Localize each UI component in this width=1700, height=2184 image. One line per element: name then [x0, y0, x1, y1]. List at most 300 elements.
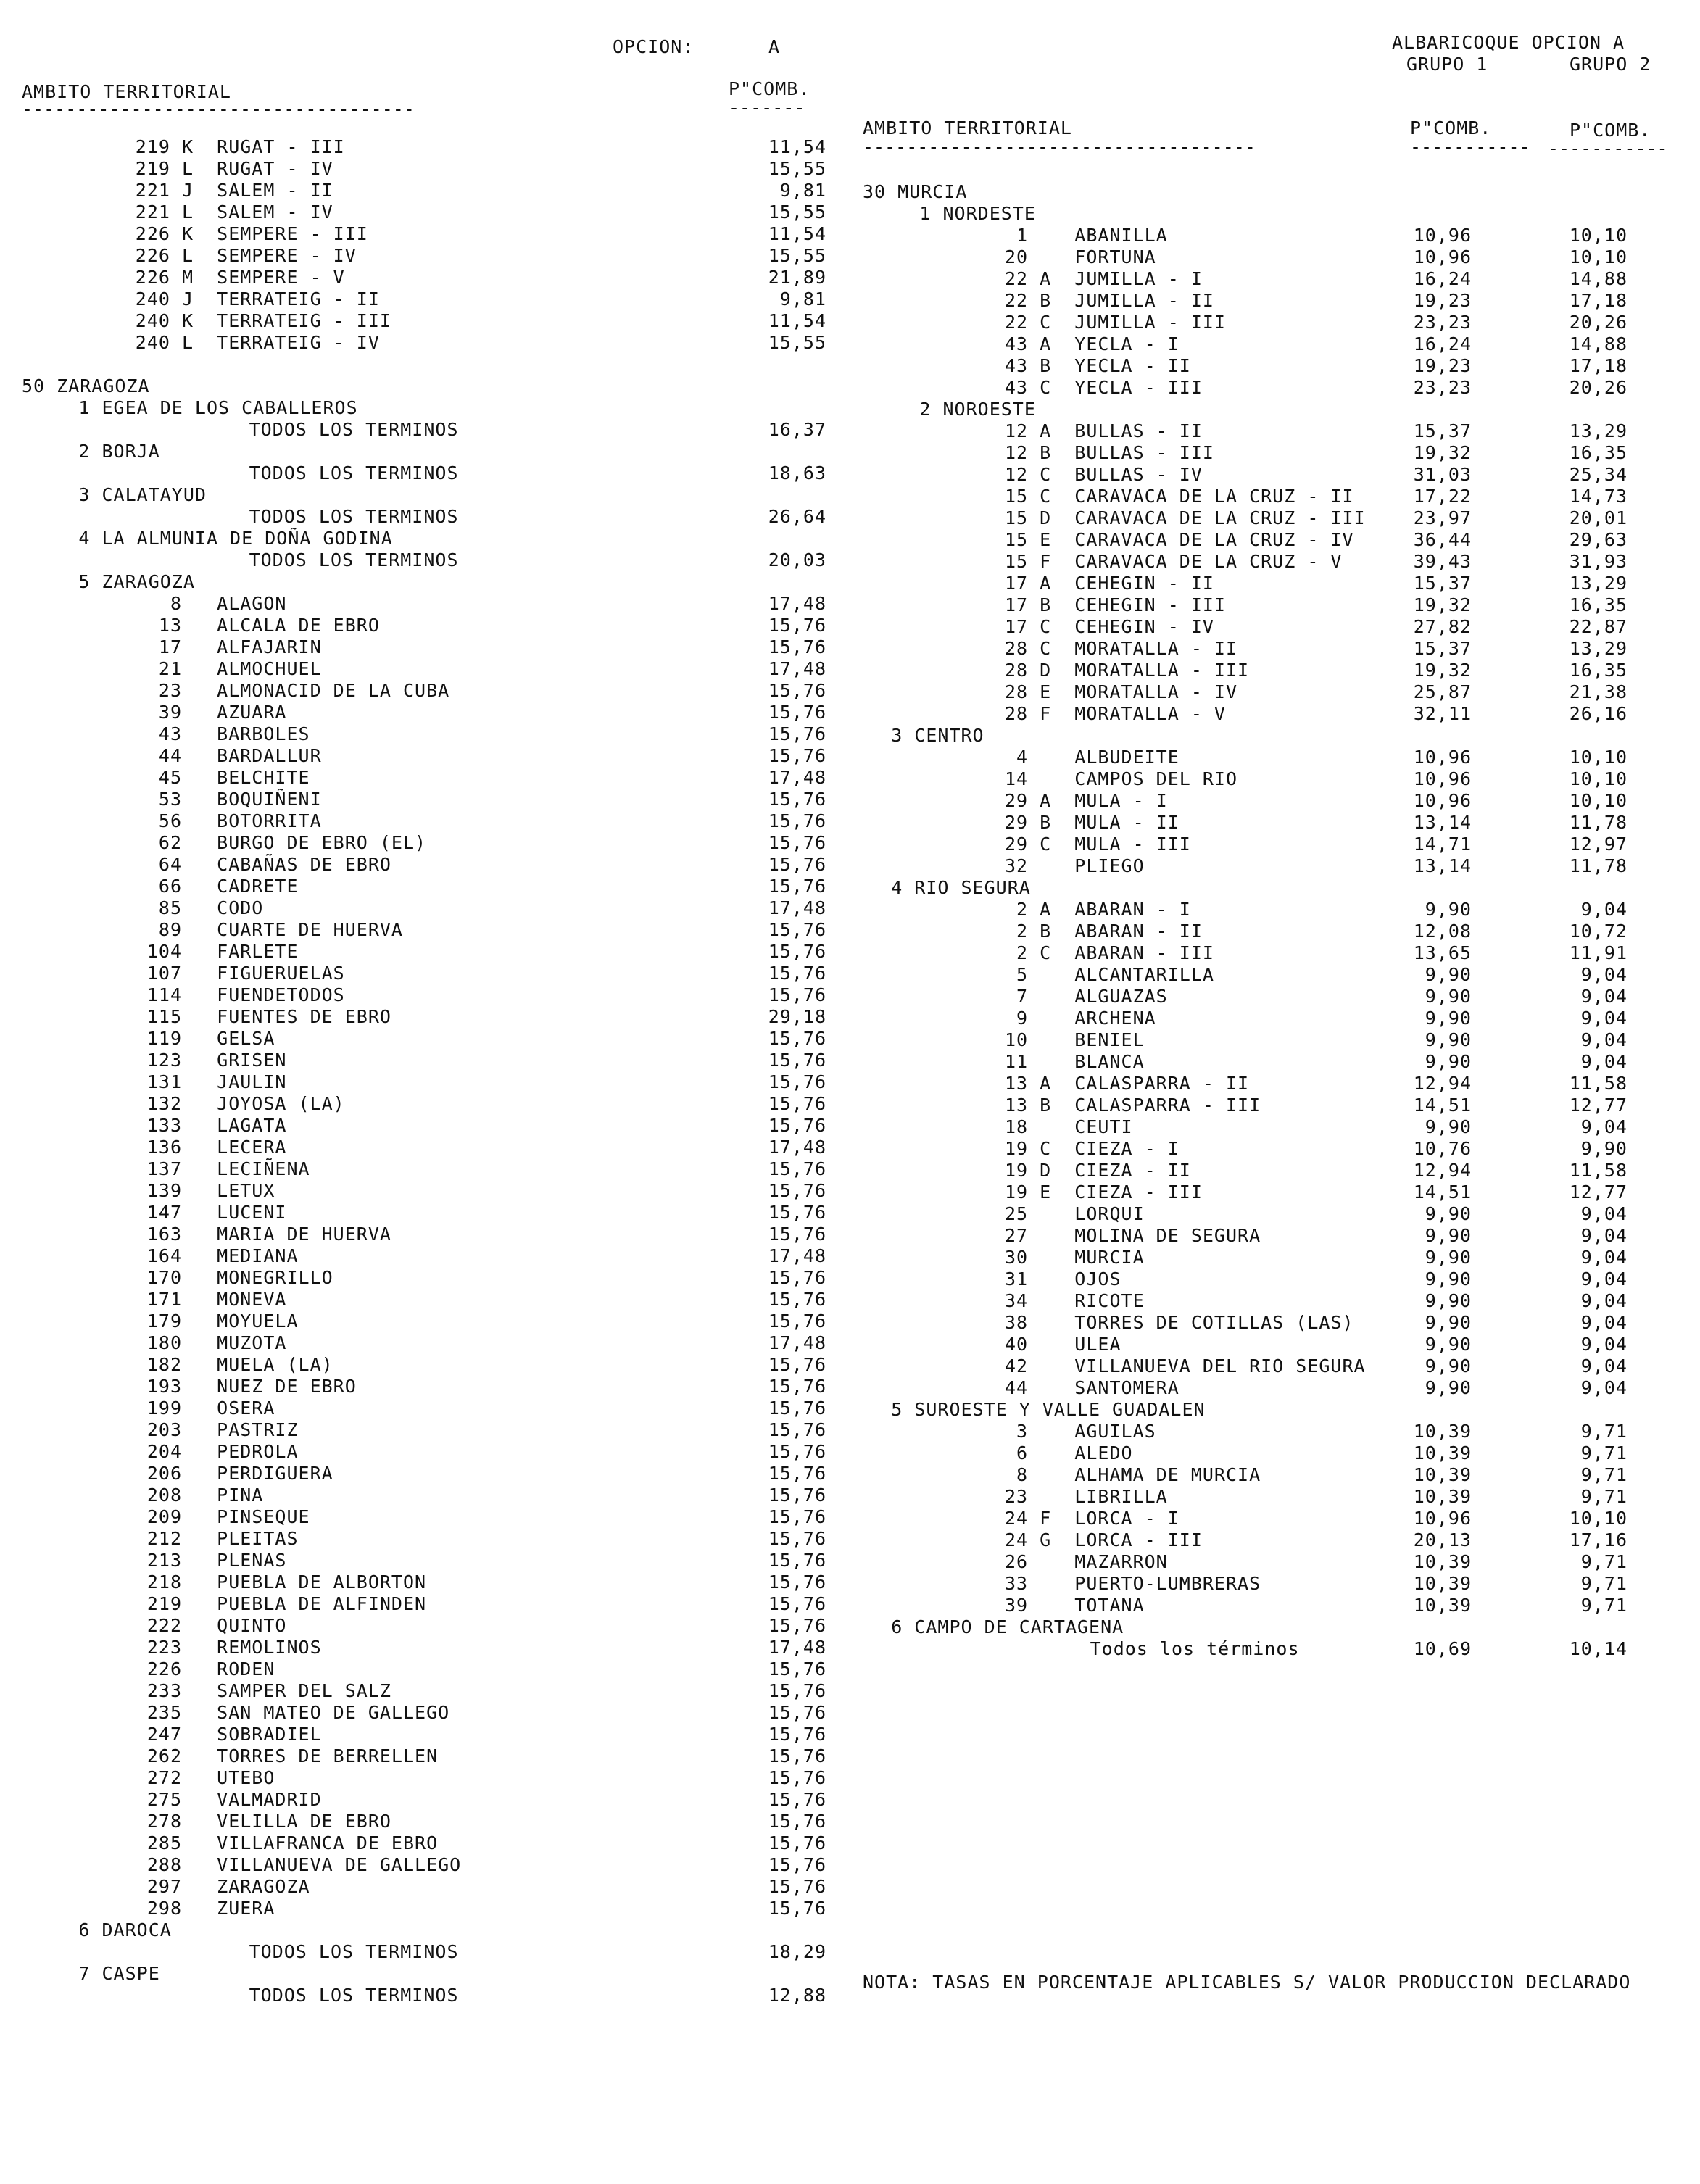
left-row-value: 15,55 [768, 202, 826, 223]
right-row-label: 15 F CARAVACA DE LA CRUZ - V [1005, 551, 1343, 572]
left-row-label: 114 FUENDETODOS [135, 984, 345, 1005]
right-row-grupo2-value: 12,97 [1569, 834, 1628, 855]
right-row-grupo2-value: 26,16 [1569, 703, 1628, 724]
right-row-grupo2-value: 17,16 [1569, 1529, 1628, 1550]
right-row-grupo2-value: 29,63 [1569, 529, 1628, 550]
right-row-label: 12 B BULLAS - III [1005, 442, 1214, 463]
left-row-value: 15,76 [768, 1071, 826, 1092]
right-row-label: 28 C MORATALLA - II [1005, 638, 1238, 659]
right-row-grupo1-value: 13,65 [1413, 942, 1472, 963]
right-row-grupo2-value: 9,71 [1580, 1573, 1628, 1594]
left-row-label: 44 BARDALLUR [135, 745, 322, 766]
grupo1-label: GRUPO 1 [1406, 54, 1488, 75]
right-row-label: 23 LIBRILLA [1005, 1486, 1168, 1507]
right-row-grupo1-value: 31,03 [1413, 464, 1472, 485]
right-row-grupo2-value: 14,73 [1569, 486, 1628, 507]
right-row-grupo2-value: 9,04 [1580, 1203, 1628, 1224]
left-row-label: 50 ZARAGOZA [22, 375, 150, 396]
left-row-label: 233 SAMPER DEL SALZ [135, 1680, 391, 1701]
left-row-value: 15,76 [768, 1050, 826, 1071]
right-row-grupo1-value: 27,82 [1413, 616, 1472, 637]
left-row-label: 219 K RUGAT - III [135, 136, 345, 157]
left-row-value: 15,76 [768, 1854, 826, 1875]
right-row-label: 19 C CIEZA - I [1005, 1138, 1179, 1159]
left-row-label: 147 LUCENI [135, 1202, 287, 1223]
right-row-grupo1-value: 16,24 [1413, 268, 1472, 289]
right-row-grupo1-value: 15,37 [1413, 638, 1472, 659]
right-row-grupo2-value: 9,04 [1580, 1377, 1628, 1398]
right-row-grupo2-value: 14,88 [1569, 333, 1628, 354]
right-row-grupo1-value: 23,23 [1413, 312, 1472, 333]
right-row-grupo2-value: 9,04 [1580, 1116, 1628, 1137]
left-row-label: 133 LAGATA [135, 1115, 287, 1136]
left-row-value: 15,76 [768, 1463, 826, 1484]
right-row-grupo2-value: 9,04 [1580, 1312, 1628, 1333]
right-row-label: 30 MURCIA [863, 181, 968, 202]
left-row-label: 23 ALMONACID DE LA CUBA [135, 680, 450, 701]
left-row-value: 15,76 [768, 1398, 826, 1419]
left-row-label: 272 UTEBO [135, 1767, 275, 1788]
opcion-value: A [768, 36, 781, 57]
right-row-grupo1-value: 15,37 [1413, 573, 1472, 594]
right-row-grupo1-value: 9,90 [1425, 1312, 1472, 1333]
right-row-label: 12 A BULLAS - II [1005, 420, 1203, 441]
left-row-label: 8 ALAGON [135, 593, 287, 614]
left-row-label: 163 MARIA DE HUERVA [135, 1224, 391, 1245]
left-row-value: 15,76 [768, 1528, 826, 1549]
right-row-grupo1-value: 10,39 [1413, 1421, 1472, 1442]
right-row-grupo1-value: 25,87 [1413, 681, 1472, 702]
left-row-value: 15,76 [768, 789, 826, 810]
left-row-label: 288 VILLANUEVA DE GALLEGO [135, 1854, 462, 1875]
right-row-label: 5 SUROESTE Y VALLE GUADALEN [891, 1399, 1206, 1420]
left-row-value: 15,76 [768, 1832, 826, 1853]
left-row-label: 170 MONEGRILLO [135, 1267, 333, 1288]
right-row-grupo2-value: 9,71 [1580, 1595, 1628, 1616]
right-row-grupo1-value: 13,14 [1413, 855, 1472, 876]
left-row-label: 179 MOYUELA [135, 1311, 299, 1332]
left-row-value: 18,29 [768, 1941, 826, 1962]
left-row-label: 1 EGEA DE LOS CABALLEROS [78, 397, 358, 418]
left-row-value: 15,76 [768, 1441, 826, 1462]
right-row-grupo1-value: 19,32 [1413, 660, 1472, 681]
left-row-value: 15,76 [768, 1419, 826, 1440]
left-row-label: TODOS LOS TERMINOS [249, 1985, 459, 2006]
left-row-value: 15,76 [768, 702, 826, 723]
left-row-label: 209 PINSEQUE [135, 1506, 310, 1527]
right-row-grupo2-value: 10,10 [1569, 225, 1628, 246]
right-row-grupo1-value: 9,90 [1425, 1355, 1472, 1377]
left-row-value: 15,76 [768, 1354, 826, 1375]
left-row-value: 15,76 [768, 1593, 826, 1614]
left-row-label: 85 CODO [135, 897, 264, 918]
right-row-label: 2 A ABARAN - I [1005, 899, 1191, 920]
right-row-grupo1-value: 17,22 [1413, 486, 1472, 507]
left-row-value: 15,76 [768, 832, 826, 853]
left-row-value: 15,76 [768, 1376, 826, 1397]
left-row-label: 297 ZARAGOZA [135, 1876, 310, 1897]
right-row-grupo1-value: 19,32 [1413, 594, 1472, 615]
right-row-label: 2 C ABARAN - III [1005, 942, 1214, 963]
right-row-grupo2-value: 12,77 [1569, 1182, 1628, 1203]
right-row-grupo2-value: 9,04 [1580, 1051, 1628, 1072]
right-row-label: 29 A MULA - I [1005, 790, 1168, 811]
right-row-grupo1-value: 10,96 [1413, 246, 1472, 267]
left-row-value: 15,76 [768, 1702, 826, 1723]
right-row-grupo1-value: 9,90 [1425, 1008, 1472, 1029]
right-title: ALBARICOQUE OPCION A [1392, 32, 1625, 53]
right-row-grupo1-value: 10,39 [1413, 1464, 1472, 1485]
right-row-label: 15 D CARAVACA DE LA CRUZ - III [1005, 507, 1366, 528]
right-row-grupo1-value: 39,43 [1413, 551, 1472, 572]
right-row-grupo2-value: 11,91 [1569, 942, 1628, 963]
right-row-grupo2-value: 10,10 [1569, 246, 1628, 267]
right-row-label: 24 G LORCA - III [1005, 1529, 1203, 1550]
right-row-grupo1-value: 14,71 [1413, 834, 1472, 855]
left-row-label: 164 MEDIANA [135, 1245, 299, 1266]
right-row-grupo1-value: 9,90 [1425, 1029, 1472, 1050]
left-row-label: 221 J SALEM - II [135, 180, 333, 201]
right-row-label: 28 E MORATALLA - IV [1005, 681, 1238, 702]
right-row-grupo2-value: 16,35 [1569, 442, 1628, 463]
right-row-grupo1-value: 9,90 [1425, 1225, 1472, 1246]
right-row-label: 27 MOLINA DE SEGURA [1005, 1225, 1261, 1246]
left-row-value: 15,76 [768, 615, 826, 636]
right-col2-header: P"COMB. [1570, 120, 1651, 141]
left-row-value: 15,76 [768, 636, 826, 657]
right-row-grupo2-value: 16,35 [1569, 660, 1628, 681]
left-row-label: 208 PINA [135, 1485, 264, 1506]
left-row-label: 213 PLENAS [135, 1550, 287, 1571]
left-row-value: 15,76 [768, 1550, 826, 1571]
right-row-grupo2-value: 9,04 [1580, 986, 1628, 1007]
left-row-label: 43 BARBOLES [135, 723, 310, 744]
right-row-grupo1-value: 9,90 [1425, 1051, 1472, 1072]
right-row-grupo1-value: 10,39 [1413, 1573, 1472, 1594]
right-row-grupo1-value: 14,51 [1413, 1095, 1472, 1116]
right-row-grupo2-value: 13,29 [1569, 420, 1628, 441]
left-row-label: 115 FUENTES DE EBRO [135, 1006, 391, 1027]
right-row-grupo1-value: 16,24 [1413, 333, 1472, 354]
right-row-grupo2-value: 9,04 [1580, 1247, 1628, 1268]
right-row-label: 19 D CIEZA - II [1005, 1160, 1191, 1181]
right-row-grupo1-value: 10,96 [1413, 790, 1472, 811]
right-row-label: 25 LORQUI [1005, 1203, 1145, 1224]
left-row-value: 17,48 [768, 1245, 826, 1266]
left-row-value: 15,76 [768, 1485, 826, 1506]
right-row-grupo1-value: 15,37 [1413, 420, 1472, 441]
right-col1-divider: ----------- [1410, 136, 1530, 157]
right-row-grupo2-value: 9,90 [1580, 1138, 1628, 1159]
right-row-grupo2-value: 22,87 [1569, 616, 1628, 637]
right-row-label: 38 TORRES DE COTILLAS (LAS) [1005, 1312, 1354, 1333]
right-row-label: 12 C BULLAS - IV [1005, 464, 1203, 485]
left-value-header: P"COMB. [729, 78, 810, 99]
left-row-label: 119 GELSA [135, 1028, 275, 1049]
left-row-label: 6 DAROCA [78, 1919, 172, 1940]
left-row-value: 15,76 [768, 1180, 826, 1201]
opcion-label: OPCION: [613, 36, 694, 57]
right-row-label: 6 ALEDO [1005, 1442, 1133, 1463]
left-row-value: 15,76 [768, 1267, 826, 1288]
right-row-label: 9 ARCHENA [1005, 1008, 1156, 1029]
right-row-label: 43 A YECLA - I [1005, 333, 1179, 354]
left-row-label: 212 PLEITAS [135, 1528, 299, 1549]
left-row-label: 278 VELILLA DE EBRO [135, 1811, 391, 1832]
right-row-grupo2-value: 9,04 [1580, 1029, 1628, 1050]
right-row-label: 30 MURCIA [1005, 1247, 1145, 1268]
left-row-value: 15,76 [768, 1898, 826, 1919]
left-row-label: 223 REMOLINOS [135, 1637, 322, 1658]
left-row-label: 39 AZUARA [135, 702, 287, 723]
right-row-grupo2-value: 9,71 [1580, 1551, 1628, 1572]
left-row-value: 15,76 [768, 1028, 826, 1049]
right-row-grupo2-value: 9,71 [1580, 1464, 1628, 1485]
right-row-grupo2-value: 9,04 [1580, 1269, 1628, 1290]
right-row-grupo2-value: 10,14 [1569, 1638, 1628, 1659]
left-row-value: 15,76 [768, 984, 826, 1005]
grupo2-label: GRUPO 2 [1570, 54, 1651, 75]
right-row-label: 13 B CALASPARRA - III [1005, 1095, 1261, 1116]
right-row-grupo2-value: 20,26 [1569, 312, 1628, 333]
right-row-label: 14 CAMPOS DEL RIO [1005, 768, 1238, 789]
right-row-grupo2-value: 20,26 [1569, 377, 1628, 398]
left-row-value: 15,76 [768, 723, 826, 744]
left-row-value: 9,81 [779, 180, 826, 201]
right-row-grupo1-value: 19,23 [1413, 290, 1472, 311]
right-row-grupo2-value: 14,88 [1569, 268, 1628, 289]
right-row-grupo2-value: 9,04 [1580, 1355, 1628, 1377]
right-row-grupo1-value: 10,96 [1413, 225, 1472, 246]
right-row-grupo1-value: 12,08 [1413, 921, 1472, 942]
left-row-value: 15,76 [768, 1811, 826, 1832]
right-row-grupo2-value: 9,71 [1580, 1421, 1628, 1442]
left-row-label: 13 ALCALA DE EBRO [135, 615, 380, 636]
right-header-divider: ------------------------------------ [863, 136, 1256, 157]
right-col-header: AMBITO TERRITORIAL [863, 117, 1072, 138]
right-row-grupo1-value: 10,39 [1413, 1486, 1472, 1507]
right-row-label: 17 A CEHEGIN - II [1005, 573, 1214, 594]
left-row-value: 17,48 [768, 593, 826, 614]
left-value-divider: ------- [729, 97, 805, 118]
left-row-label: 89 CUARTE DE HUERVA [135, 919, 403, 940]
left-row-label: 240 J TERRATEIG - II [135, 288, 380, 310]
left-row-label: 199 OSERA [135, 1398, 275, 1419]
left-row-value: 15,76 [768, 810, 826, 831]
right-row-grupo1-value: 19,23 [1413, 355, 1472, 376]
left-row-value: 16,37 [768, 419, 826, 440]
left-row-label: TODOS LOS TERMINOS [249, 419, 459, 440]
right-row-label: 22 B JUMILLA - II [1005, 290, 1214, 311]
right-row-grupo1-value: 9,90 [1425, 1377, 1472, 1398]
left-row-value: 18,63 [768, 462, 826, 483]
right-row-grupo1-value: 10,39 [1413, 1595, 1472, 1616]
left-row-label: 62 BURGO DE EBRO (EL) [135, 832, 427, 853]
left-row-value: 15,76 [768, 1224, 826, 1245]
right-row-label: 29 C MULA - III [1005, 834, 1191, 855]
left-row-label: 219 L RUGAT - IV [135, 158, 333, 179]
right-row-label: 3 CENTRO [891, 725, 984, 746]
left-row-value: 15,76 [768, 1115, 826, 1136]
left-row-value: 17,48 [768, 1332, 826, 1353]
left-row-label: 139 LETUX [135, 1180, 275, 1201]
left-row-label: 218 PUEBLA DE ALBORTON [135, 1571, 427, 1593]
left-row-label: 226 M SEMPERE - V [135, 267, 345, 288]
right-row-grupo2-value: 12,77 [1569, 1095, 1628, 1116]
left-row-value: 17,48 [768, 767, 826, 788]
right-row-label: 4 ALBUDEITE [1005, 747, 1179, 768]
right-row-grupo1-value: 23,97 [1413, 507, 1472, 528]
right-row-grupo2-value: 9,04 [1580, 964, 1628, 985]
left-row-label: 203 PASTRIZ [135, 1419, 299, 1440]
left-row-label: 219 PUEBLA DE ALFINDEN [135, 1593, 427, 1614]
left-row-value: 17,48 [768, 1137, 826, 1158]
right-row-grupo2-value: 9,04 [1580, 1334, 1628, 1355]
left-row-label: 53 BOQUIÑENI [135, 789, 322, 810]
right-row-label: 19 E CIEZA - III [1005, 1182, 1203, 1203]
right-row-grupo1-value: 9,90 [1425, 899, 1472, 920]
right-row-grupo2-value: 11,58 [1569, 1073, 1628, 1094]
left-row-label: 2 BORJA [78, 441, 160, 462]
right-row-grupo2-value: 9,04 [1580, 1225, 1628, 1246]
left-row-label: 3 CALATAYUD [78, 484, 207, 505]
left-row-value: 15,76 [768, 963, 826, 984]
left-row-label: 221 L SALEM - IV [135, 202, 333, 223]
left-row-label: 64 CABAÑAS DE EBRO [135, 854, 391, 875]
right-row-label: 31 OJOS [1005, 1269, 1121, 1290]
right-row-grupo2-value: 9,71 [1580, 1442, 1628, 1463]
right-row-grupo2-value: 16,35 [1569, 594, 1628, 615]
left-row-label: 247 SOBRADIEL [135, 1724, 322, 1745]
right-row-label: 10 BENIEL [1005, 1029, 1145, 1050]
right-row-grupo2-value: 13,29 [1569, 638, 1628, 659]
right-row-grupo2-value: 31,93 [1569, 551, 1628, 572]
left-row-value: 29,18 [768, 1006, 826, 1027]
right-row-label: 39 TOTANA [1005, 1595, 1145, 1616]
left-row-value: 15,76 [768, 854, 826, 875]
left-row-label: 240 L TERRATEIG - IV [135, 332, 380, 353]
left-row-label: 171 MONEVA [135, 1289, 287, 1310]
left-col-header: AMBITO TERRITORIAL [22, 81, 231, 102]
right-row-grupo1-value: 9,90 [1425, 964, 1472, 985]
left-row-value: 15,76 [768, 1202, 826, 1223]
left-row-value: 15,76 [768, 1506, 826, 1527]
right-row-grupo2-value: 10,10 [1569, 1508, 1628, 1529]
left-header-divider: ------------------------------------ [22, 99, 415, 120]
right-row-label: 43 C YECLA - III [1005, 377, 1203, 398]
left-row-value: 15,76 [768, 1876, 826, 1897]
right-col1-header: P"COMB. [1410, 117, 1492, 138]
right-row-grupo1-value: 9,90 [1425, 1116, 1472, 1137]
left-row-value: 15,76 [768, 745, 826, 766]
left-row-value: 11,54 [768, 223, 826, 244]
left-row-label: 226 K SEMPERE - III [135, 223, 368, 244]
right-row-grupo1-value: 9,90 [1425, 1269, 1472, 1290]
right-row-label: 22 A JUMILLA - I [1005, 268, 1203, 289]
right-row-grupo2-value: 10,10 [1569, 768, 1628, 789]
right-row-grupo1-value: 10,96 [1413, 1508, 1472, 1529]
right-row-label: 6 CAMPO DE CARTAGENA [891, 1616, 1124, 1637]
left-row-label: 180 MUZOTA [135, 1332, 287, 1353]
right-row-label: 17 C CEHEGIN - IV [1005, 616, 1214, 637]
right-row-label: 28 D MORATALLA - III [1005, 660, 1250, 681]
left-row-label: 235 SAN MATEO DE GALLEGO [135, 1702, 450, 1723]
left-row-label: 132 JOYOSA (LA) [135, 1093, 345, 1114]
right-row-grupo1-value: 13,14 [1413, 812, 1472, 833]
right-row-label: 4 RIO SEGURA [891, 877, 1031, 898]
left-row-value: 21,89 [768, 267, 826, 288]
right-row-grupo2-value: 11,78 [1569, 855, 1628, 876]
right-row-label: 24 F LORCA - I [1005, 1508, 1179, 1529]
right-row-grupo1-value: 9,90 [1425, 1247, 1472, 1268]
left-row-label: 131 JAULIN [135, 1071, 287, 1092]
left-row-value: 11,54 [768, 136, 826, 157]
left-row-value: 9,81 [779, 288, 826, 310]
right-row-label: 40 ULEA [1005, 1334, 1121, 1355]
left-row-label: 66 CADRETE [135, 876, 299, 897]
left-row-value: 15,76 [768, 1745, 826, 1766]
left-row-value: 15,76 [768, 1158, 826, 1179]
left-row-value: 15,76 [768, 1093, 826, 1114]
right-row-label: 32 PLIEGO [1005, 855, 1145, 876]
right-row-grupo1-value: 20,13 [1413, 1529, 1472, 1550]
right-row-label: 20 FORTUNA [1005, 246, 1156, 267]
left-row-label: 206 PERDIGUERA [135, 1463, 333, 1484]
right-row-grupo2-value: 10,72 [1569, 921, 1628, 942]
left-row-label: 240 K TERRATEIG - III [135, 310, 391, 331]
left-row-label: 226 RODEN [135, 1658, 275, 1679]
left-row-value: 15,76 [768, 919, 826, 940]
left-row-label: 285 VILLAFRANCA DE EBRO [135, 1832, 439, 1853]
right-col2-divider: ----------- [1548, 138, 1668, 159]
left-row-label: 17 ALFAJARIN [135, 636, 322, 657]
right-row-grupo1-value: 10,39 [1413, 1442, 1472, 1463]
right-row-label: 44 SANTOMERA [1005, 1377, 1179, 1398]
left-row-value: 15,76 [768, 1615, 826, 1636]
right-row-label: 15 C CARAVACA DE LA CRUZ - II [1005, 486, 1354, 507]
right-row-label: 22 C JUMILLA - III [1005, 312, 1226, 333]
right-row-grupo2-value: 17,18 [1569, 355, 1628, 376]
right-row-grupo1-value: 9,90 [1425, 1334, 1472, 1355]
right-row-label: 26 MAZARRON [1005, 1551, 1168, 1572]
right-row-grupo2-value: 21,38 [1569, 681, 1628, 702]
right-row-grupo2-value: 13,29 [1569, 573, 1628, 594]
left-row-value: 15,76 [768, 1680, 826, 1701]
left-row-label: 298 ZUERA [135, 1898, 275, 1919]
right-row-label: 2 NOROESTE [919, 399, 1036, 420]
right-row-grupo2-value: 25,34 [1569, 464, 1628, 485]
right-row-grupo2-value: 9,04 [1580, 899, 1628, 920]
left-row-label: 107 FIGUERUELAS [135, 963, 345, 984]
right-row-label: 8 ALHAMA DE MURCIA [1005, 1464, 1261, 1485]
right-row-label: 15 E CARAVACA DE LA CRUZ - IV [1005, 529, 1354, 550]
right-row-grupo2-value: 11,58 [1569, 1160, 1628, 1181]
right-row-grupo1-value: 9,90 [1425, 986, 1472, 1007]
left-row-label: TODOS LOS TERMINOS [249, 506, 459, 527]
left-row-value: 15,76 [768, 1289, 826, 1310]
right-row-grupo1-value: 19,32 [1413, 442, 1472, 463]
right-row-label: 17 B CEHEGIN - III [1005, 594, 1226, 615]
left-row-label: 204 PEDROLA [135, 1441, 299, 1462]
left-row-value: 15,55 [768, 245, 826, 266]
left-row-label: TODOS LOS TERMINOS [249, 1941, 459, 1962]
right-row-grupo2-value: 9,71 [1580, 1486, 1628, 1507]
right-row-label: 1 NORDESTE [919, 203, 1036, 224]
right-row-grupo1-value: 10,69 [1413, 1638, 1472, 1659]
right-row-label: 33 PUERTO-LUMBRERAS [1005, 1573, 1261, 1594]
right-row-grupo1-value: 14,51 [1413, 1182, 1472, 1203]
left-row-value: 15,76 [768, 1658, 826, 1679]
